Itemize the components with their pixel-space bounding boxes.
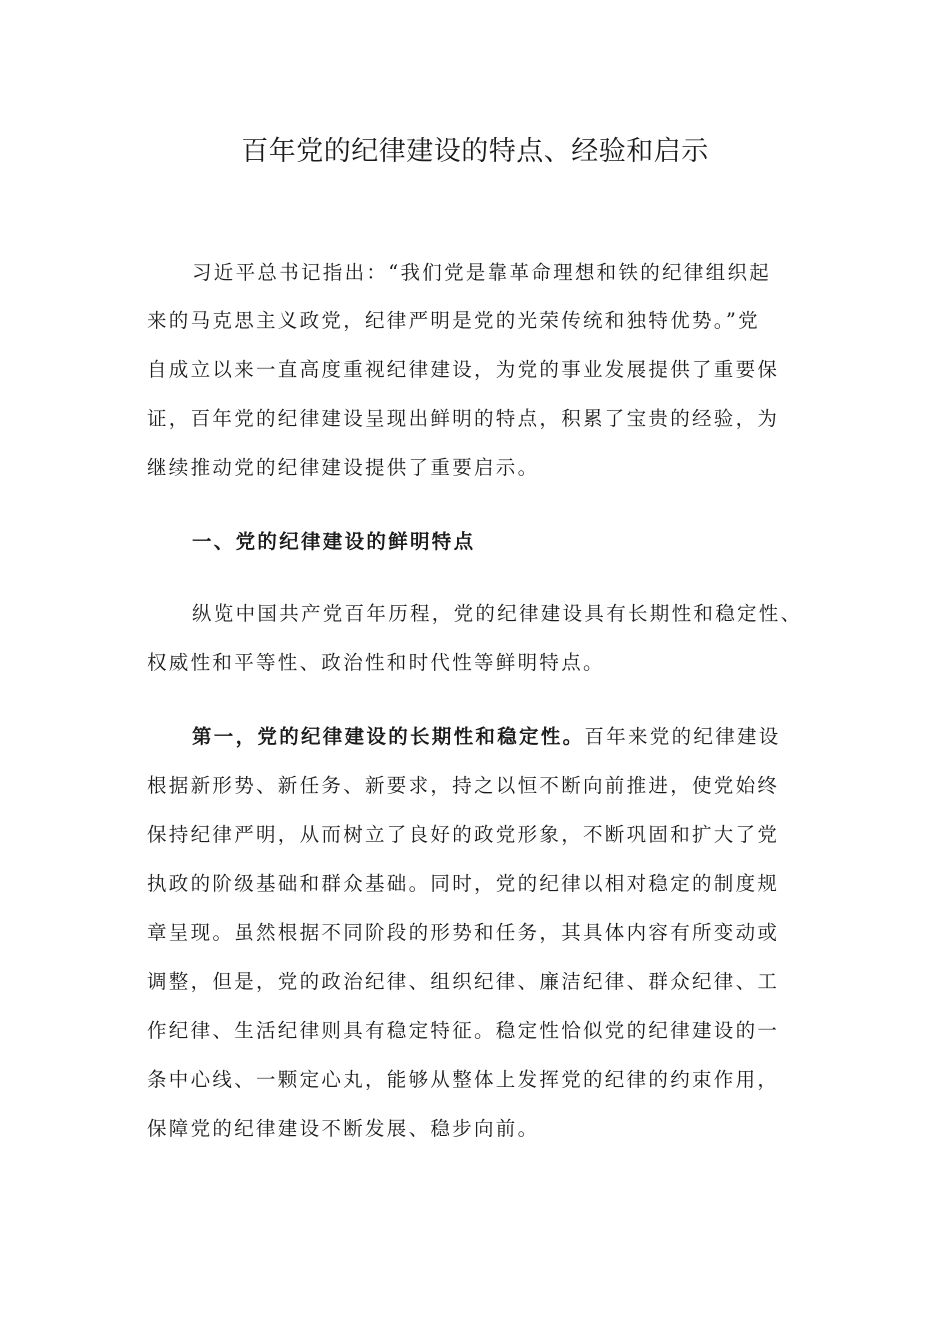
point1-line-8: 条中心线、一颗定心丸，能够从整体上发挥党的纪律的约束作用， (147, 1068, 780, 1091)
intro-line-1: 习近平总书记指出：“我们党是靠革命理想和铁的纪律组织起 (192, 261, 772, 284)
point1-line-7: 作纪律、生活纪律则具有稳定特征。稳定性恰似党的纪律建设的一 (147, 1019, 780, 1042)
point1-first-line-rest: 百年来党的纪律建设 (584, 725, 781, 748)
intro-line-4: 证，百年党的纪律建设呈现出鲜明的特点，积累了宝贵的经验，为 (147, 407, 780, 430)
intro-line-3: 自成立以来一直高度重视纪律建设，为党的事业发展提供了重要保 (147, 358, 780, 381)
point1-first-line (192, 722, 781, 752)
point1-line-2: 根据新形势、新任务、新要求，持之以恒不断向前推进，使党始终 (147, 774, 780, 797)
intro-line-5: 继续推动党的纪律建设提供了重要启示。 (147, 456, 540, 479)
section-intro-line-2: 权威性和平等性、政治性和时代性等鲜明特点。 (147, 651, 605, 674)
point1-lead: 第一，党的纪律建设的长期性和稳定性。 (192, 725, 585, 748)
section-heading: 一、党的纪律建设的鲜明特点 (192, 530, 476, 553)
intro-line-2: 来的马克思主义政党，纪律严明是党的光荣传统和独特优势。”党 (147, 309, 760, 332)
point1-line-4: 执政的阶级基础和群众基础。同时，党的纪律以相对稳定的制度规 (147, 872, 780, 895)
point1-line-3: 保持纪律严明，从而树立了良好的政党形象，不断巩固和扩大了党 (147, 823, 780, 846)
document-title: 百年党的纪律建设的特点、经验和启示 (241, 136, 709, 167)
point1-line-9: 保障党的纪律建设不断发展、稳步向前。 (147, 1117, 540, 1140)
point1-line-5: 章呈现。虽然根据不同阶段的形势和任务，其具体内容有所变动或 (147, 921, 780, 944)
section-intro-line-1: 纵览中国共产党百年历程，党的纪律建设具有长期性和稳定性、 (192, 602, 803, 625)
point1-line-6: 调整，但是，党的政治纪律、组织纪律、廉洁纪律、群众纪律、工 (147, 970, 780, 993)
